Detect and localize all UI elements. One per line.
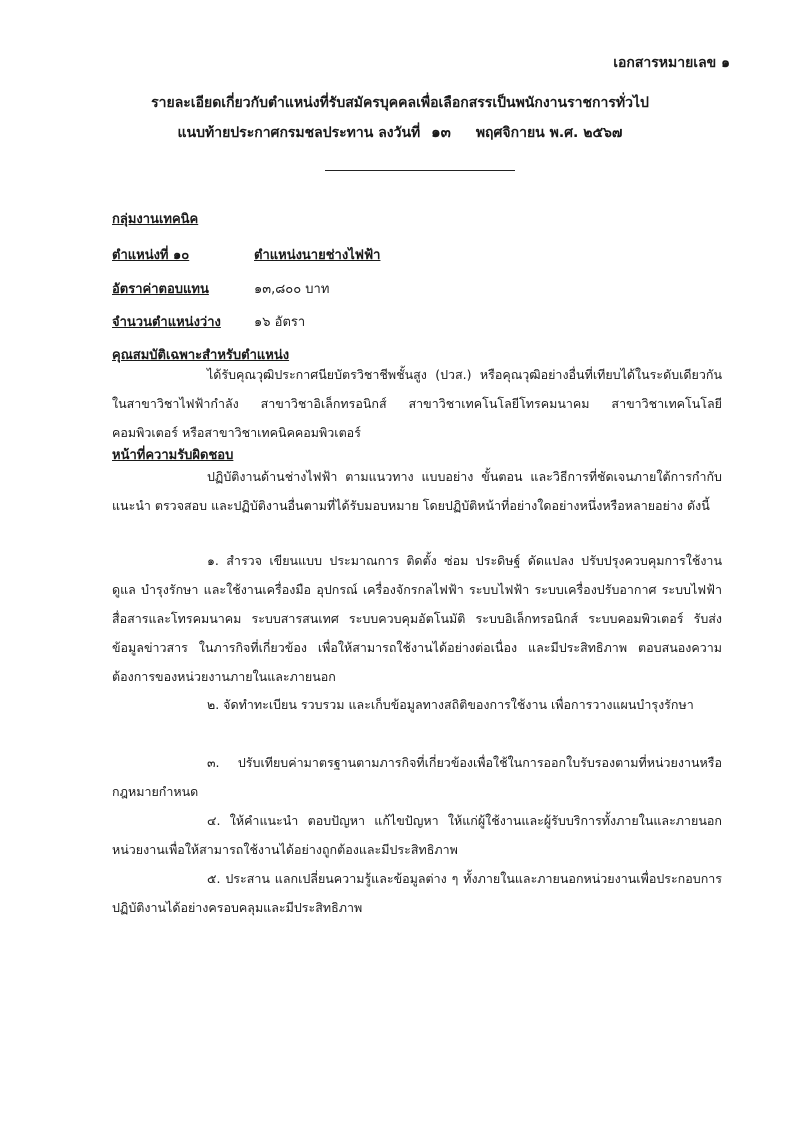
duties-intro: ปฏิบัติงานด้านช่างไฟฟ้า ตามแนวทาง แบบอย่าง ขั้นตอน และวิธีการที่ชัดเจนภายใต้การกำกับ แนะนำ ตรวจสอบ และปฏิบัติงานอื่นตามที่ได้รับมอบหมาย โดยปฏิบัติหน้าที่อย่างใดอย่างหนึ่งหรือหลายอย่าง ดังนี้ [112, 469, 722, 513]
vacancy-row [112, 311, 306, 332]
qualification-heading: คุณสมบัติเฉพาะสำหรับตำแหน่ง [112, 348, 290, 363]
document-subtitle [0, 120, 800, 144]
vacancy-label: จำนวนตำแหน่งว่าง [112, 315, 221, 330]
qualification-text: ได้รับคุณวุฒิประกาศนียบัตรวิชาชีพชั้นสูง (ปวส.) หรือคุณวุฒิอย่างอื่นที่เทียบได้ในระดับเดียวกัน ในสาขาวิชาไฟฟ้ากำลัง สาขาวิชาอิเล็กทรอนิกส์ สาขาวิชาเทคโนโลยีโทรคมนาคม สาขาวิชาเทคโนโลยีคอมพิวเตอร์ หรือสาขาวิชาเทคนิคคอมพิวเตอร์ [112, 367, 722, 440]
salary-row [112, 278, 330, 299]
salary-label: อัตราค่าตอบแทน [112, 282, 209, 297]
position-value: ตำแหน่งนายช่างไฟฟ้า [254, 248, 381, 263]
subtitle-suffix: พฤศจิกายน พ.ศ. ๒๕๖๗ [475, 125, 623, 141]
duty-item: ๓. ปรับเทียบค่ามาตรฐานตามภารกิจที่เกี่ยวข้องเพื่อใช้ในการออกใบรับรองตามที่หน่วยงานหรือกฎหมายกำหนด [112, 755, 722, 799]
duty-item: ๔. ให้คำแนะนำ ตอบปัญหา แก้ไขปัญหา ให้แก่ผู้ใช้งานและผู้รับบริการทั้งภายในและภายนอกหน่วยงานเพื่อให้สามารถใช้งานได้อย่างถูกต้องและมีประสิทธิภาพ [112, 813, 722, 857]
salary-value: ๑๓,๘๐๐ บาท [254, 282, 330, 297]
subtitle-prefix: แนบท้ายประกาศกรมชลประทาน ลงวันที่ [177, 125, 421, 141]
duty-item: ๒. จัดทำทะเบียน รวบรวม และเก็บข้อมูลทางสถิติของการใช้งาน เพื่อการวางแผนบำรุงรักษา [207, 697, 694, 712]
position-row [112, 244, 381, 265]
duties-heading: หน้าที่ความรับผิดชอบ [112, 448, 234, 463]
vacancy-value: ๑๖ อัตรา [254, 315, 306, 330]
duty-item: ๑. สำรวจ เขียนแบบ ประมาณการ ติดตั้ง ซ่อม ประดิษฐ์ ดัดแปลง ปรับปรุงควบคุมการใช้งาน ดูแล บำรุงรักษา และใช้งานเครื่องมือ อุปกรณ์ เครื่องจักรกลไฟฟ้า ระบบไฟฟ้า ระบบเครื่องปรับอากาศ ระบบไฟฟ้าสื่อสารและโทรคมนาคม ระบบสารสนเทศ ระบบควบคุมอัตโนมัติ ระบบอิเล็กทรอนิกส์ ระบบคอมพิวเตอร์ รับส่งข้อมูลข่าวสาร ในภารกิจที่เกี่ยวข้อง เพื่อให้สามารถใช้งานได้อย่างต่อเนื่อง และมีประสิทธิภาพ ตอบสนองความต้องการของหน่วยงานภายในและภายนอก [112, 553, 722, 684]
group-heading: กลุ่มงานเทคนิค [112, 212, 199, 227]
document-number: เอกสารหมายเลข ๑ [613, 55, 730, 71]
title-divider [325, 170, 515, 171]
document-title: รายละเอียดเกี่ยวกับตำแหน่งที่รับสมัครบุคคลเพื่อเลือกสรรเป็นพนักงานราชการทั่วไป [151, 95, 649, 111]
duty-item: ๕. ประสาน แลกเปลี่ยนความรู้และข้อมูลต่าง ๆ ทั้งภายในและภายนอกหน่วยงานเพื่อประกอบการปฏิบัติงานได้อย่างครอบคลุมและมีประสิทธิภาพ [112, 871, 722, 915]
announcement-day: ๑๓ [431, 123, 451, 141]
position-label: ตำแหน่งที่ ๑๐ [112, 248, 190, 263]
